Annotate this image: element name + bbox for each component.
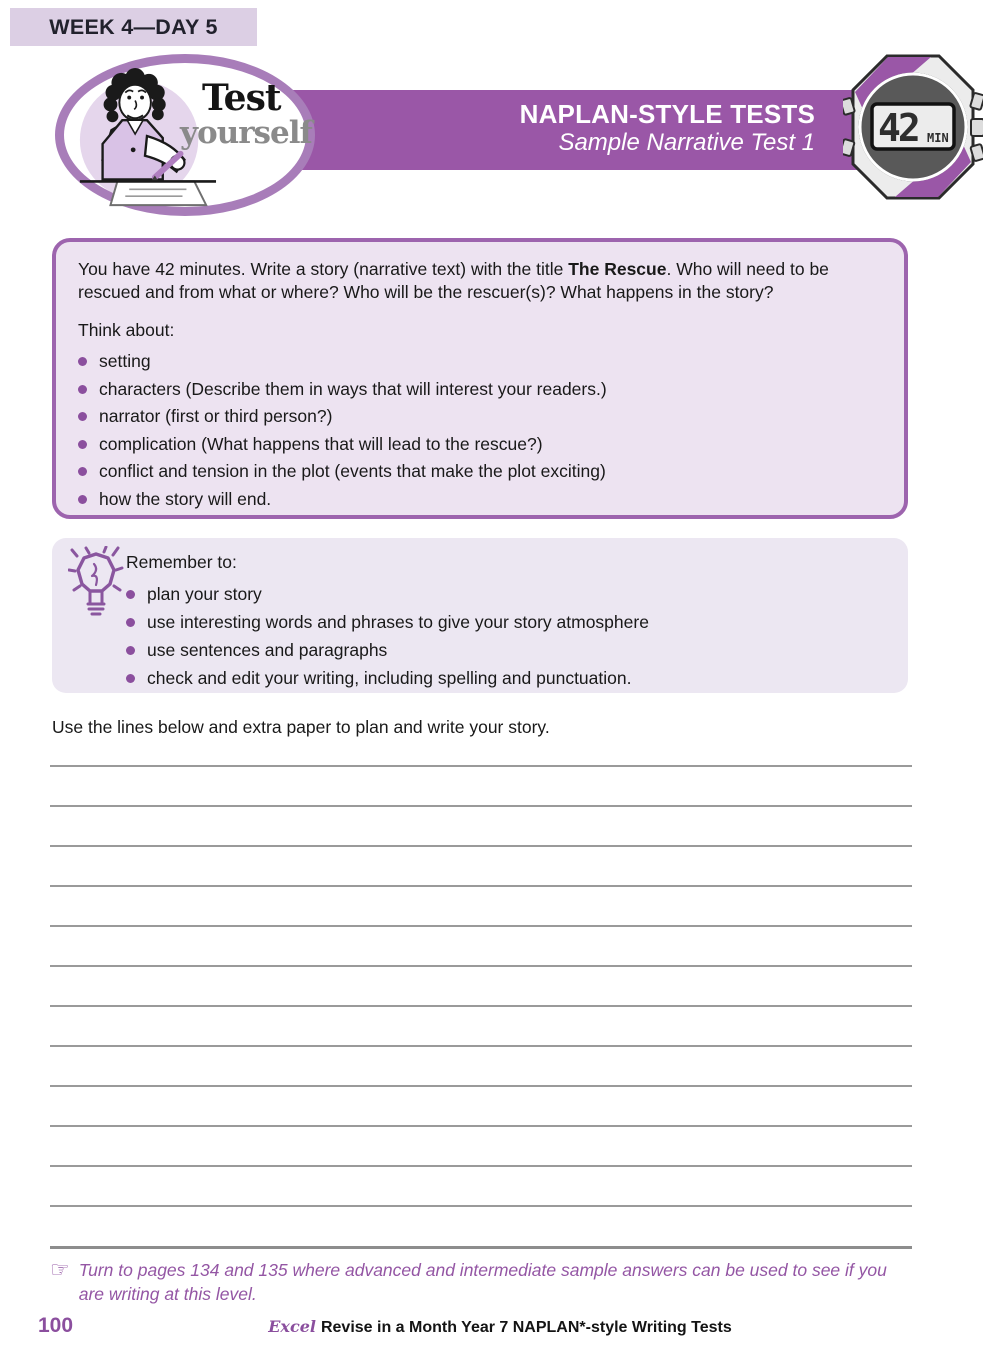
writing-instruction: Use the lines below and extra paper to plan and write your story.	[52, 717, 550, 737]
bullet-text: setting	[99, 351, 151, 372]
list-item	[78, 486, 882, 514]
lightbulb-icon	[68, 546, 124, 624]
list-item	[126, 580, 908, 608]
writing-line	[50, 1045, 912, 1047]
banner-subtitle: Sample Narrative Test 1	[558, 129, 815, 156]
list-item	[78, 458, 882, 486]
list-item	[78, 403, 882, 431]
timer-unit: MIN	[927, 131, 949, 145]
bullet-icon	[78, 495, 87, 504]
bullet-icon	[78, 440, 87, 449]
writing-line	[50, 1165, 912, 1167]
page-number: 100	[38, 1314, 74, 1337]
bullet-icon	[126, 618, 135, 627]
timer-minutes: 42	[878, 106, 918, 150]
writing-line	[50, 885, 912, 887]
footnote-separator	[50, 1246, 912, 1249]
writing-lines-area	[50, 765, 912, 1245]
bullet-icon	[78, 385, 87, 394]
bullet-text: plan your story	[147, 583, 262, 604]
list-item	[126, 636, 908, 664]
remember-list	[126, 580, 908, 692]
bullet-text: narrator (first or third person?)	[99, 406, 333, 427]
writing-line	[50, 805, 912, 807]
think-about-label: Think about:	[78, 320, 175, 340]
writing-line	[50, 1125, 912, 1127]
logo-text-yourself: yourself	[180, 115, 312, 151]
list-item	[78, 431, 882, 459]
task-title-bold: The Rescue	[568, 259, 667, 279]
remember-content	[126, 538, 908, 692]
list-item	[126, 664, 908, 692]
bullet-text: characters (Describe them in ways that will interest your readers.)	[99, 378, 607, 399]
think-about-list	[78, 348, 882, 513]
bullet-text: use sentences and paragraphs	[147, 639, 388, 660]
bullet-text: complication (What happens that will lead to the rescue?)	[99, 433, 543, 454]
task-intro	[78, 258, 882, 304]
bullet-text: how the story will end.	[99, 488, 272, 509]
pointing-hand-icon: ☞	[50, 1257, 70, 1282]
footer-brand: Excel	[268, 1317, 316, 1336]
stopwatch-timer-icon	[843, 52, 983, 202]
remember-label: Remember to:	[126, 552, 237, 572]
bullet-icon	[126, 646, 135, 655]
bullet-icon	[126, 590, 135, 599]
task-intro-before: You have 42 minutes. Write a story (narrative text) with the title	[78, 259, 569, 279]
bullet-icon	[126, 674, 135, 683]
footnote	[50, 1258, 889, 1306]
list-item	[126, 608, 908, 636]
week-day-badge: WEEK 4—DAY 5	[10, 8, 257, 46]
task-intro-after: . Who will need to be rescued and from what or where? Who will be the rescuer(s)? What happens in the story?	[78, 259, 829, 302]
test-yourself-logo	[55, 54, 315, 216]
footer-title: Revise in a Month Year 7 NAPLAN*-style Writing Tests	[320, 1319, 732, 1336]
writing-line	[50, 765, 912, 767]
list-item	[78, 376, 882, 404]
footer	[0, 1317, 1000, 1337]
footnote-text: Turn to pages 134 and 135 where advanced and intermediate sample answers can be used to see if you are writing at this level.	[78, 1260, 887, 1304]
writing-line	[50, 925, 912, 927]
bullet-text: use interesting words and phrases to give your story atmosphere	[147, 611, 649, 632]
writing-line	[50, 845, 912, 847]
remember-box	[52, 538, 908, 693]
banner-title: NAPLAN-STYLE TESTS	[519, 99, 815, 129]
logo-text-test: Test	[202, 77, 281, 119]
bullet-icon	[78, 357, 87, 366]
writing-line	[50, 1005, 912, 1007]
list-item	[78, 348, 882, 376]
bullet-icon	[78, 412, 87, 421]
bullet-text: check and edit your writing, including spelling and punctuation.	[147, 667, 632, 688]
writing-line	[50, 1205, 912, 1207]
bullet-text: conflict and tension in the plot (events that make the plot exciting)	[99, 461, 606, 482]
task-instructions-box	[52, 238, 908, 519]
writing-line	[50, 1085, 912, 1087]
bullet-icon	[78, 467, 87, 476]
writing-line	[50, 965, 912, 967]
